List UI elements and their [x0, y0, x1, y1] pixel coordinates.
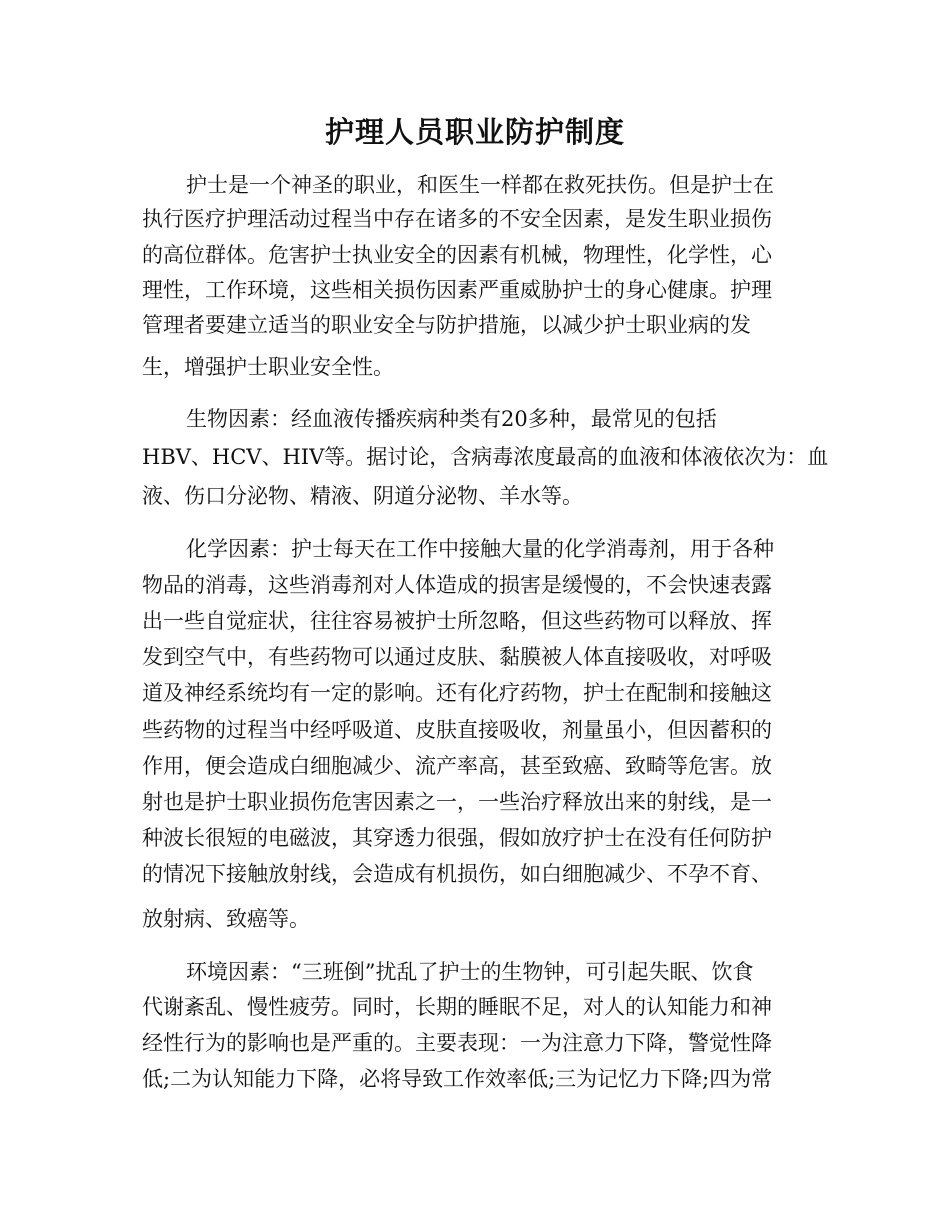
paragraph-line: HBV、HCV、HIV等。据讨论，含病毒浓度最高的血液和体液依次为：血: [142, 445, 829, 469]
paragraph-line: 代谢紊乱、慢性疲劳。同时，长期的睡眠不足，对人的认知能力和神: [142, 995, 772, 1019]
paragraph-line: 生，增强护士职业安全性。: [142, 355, 394, 379]
paragraph-line: 理性，工作环境，这些相关损伤因素严重威胁护士的身心健康。护理: [142, 278, 772, 302]
paragraph-line: 射也是护士职业损伤危害因素之一，一些治疗释放出来的射线，是一: [142, 790, 772, 814]
paragraph-line: 作用，便会造成白细胞减少、流产率高，甚至致癌、致畸等危害。放: [142, 754, 772, 778]
paragraph-line: 发到空气中，有些药物可以通过皮肤、黏膜被人体直接吸收，对呼吸: [142, 645, 772, 669]
paragraph-line: 环境因素：“三班倒”扰乱了护士的生物钟，可引起失眠、饮食: [186, 960, 754, 984]
paragraph-line: 出一些自觉症状，往往容易被护士所忽略，但这些药物可以释放、挥: [142, 609, 772, 633]
paragraph-line: 道及神经系统均有一定的影响。还有化疗药物，护士在配制和接触这: [142, 681, 772, 705]
paragraph-line: 执行医疗护理活动过程当中存在诸多的不安全因素，是发生职业损伤: [142, 207, 772, 231]
paragraph-line: 护士是一个神圣的职业，和医生一样都在救死扶伤。但是护士在: [186, 173, 774, 197]
document-title: 护理人员职业防护制度: [324, 115, 625, 149]
paragraph-line: 低;二为认知能力下降，必将导致工作效率低;三为记忆力下降;四为常: [142, 1067, 773, 1091]
paragraph-line: 液、伤口分泌物、精液、阴道分泌物、羊水等。: [142, 484, 583, 508]
paragraph-line: 管理者要建立适当的职业安全与防护措施，以减少护士职业病的发: [142, 313, 751, 337]
paragraph-line: 经性行为的影响也是严重的。主要表现：一为注意力下降，警觉性降: [142, 1031, 772, 1055]
paragraph-line: 种波长很短的电磁波，其穿透力很强，假如放疗护士在没有任何防护: [142, 826, 772, 850]
paragraph-line: 的高位群体。危害护士执业安全的因素有机械，物理性，化学性，心: [142, 243, 772, 267]
paragraph-line: 的情况下接触放射线，会造成有机损伤，如白细胞减少、不孕不育、: [142, 862, 772, 886]
paragraph-line: 生物因素：经血液传播疾病种类有20多种，最常见的包括: [186, 407, 717, 431]
paragraph-line: 物品的消毒，这些消毒剂对人体造成的损害是缓慢的，不会快速表露: [142, 573, 772, 597]
paragraph-line: 些药物的过程当中经呼吸道、皮肤直接吸收，剂量虽小，但因蓄积的: [142, 718, 772, 742]
paragraph-line: 化学因素：护士每天在工作中接触大量的化学消毒剂，用于各种: [186, 537, 774, 561]
paragraph-line: 放射病、致癌等。: [142, 907, 310, 931]
